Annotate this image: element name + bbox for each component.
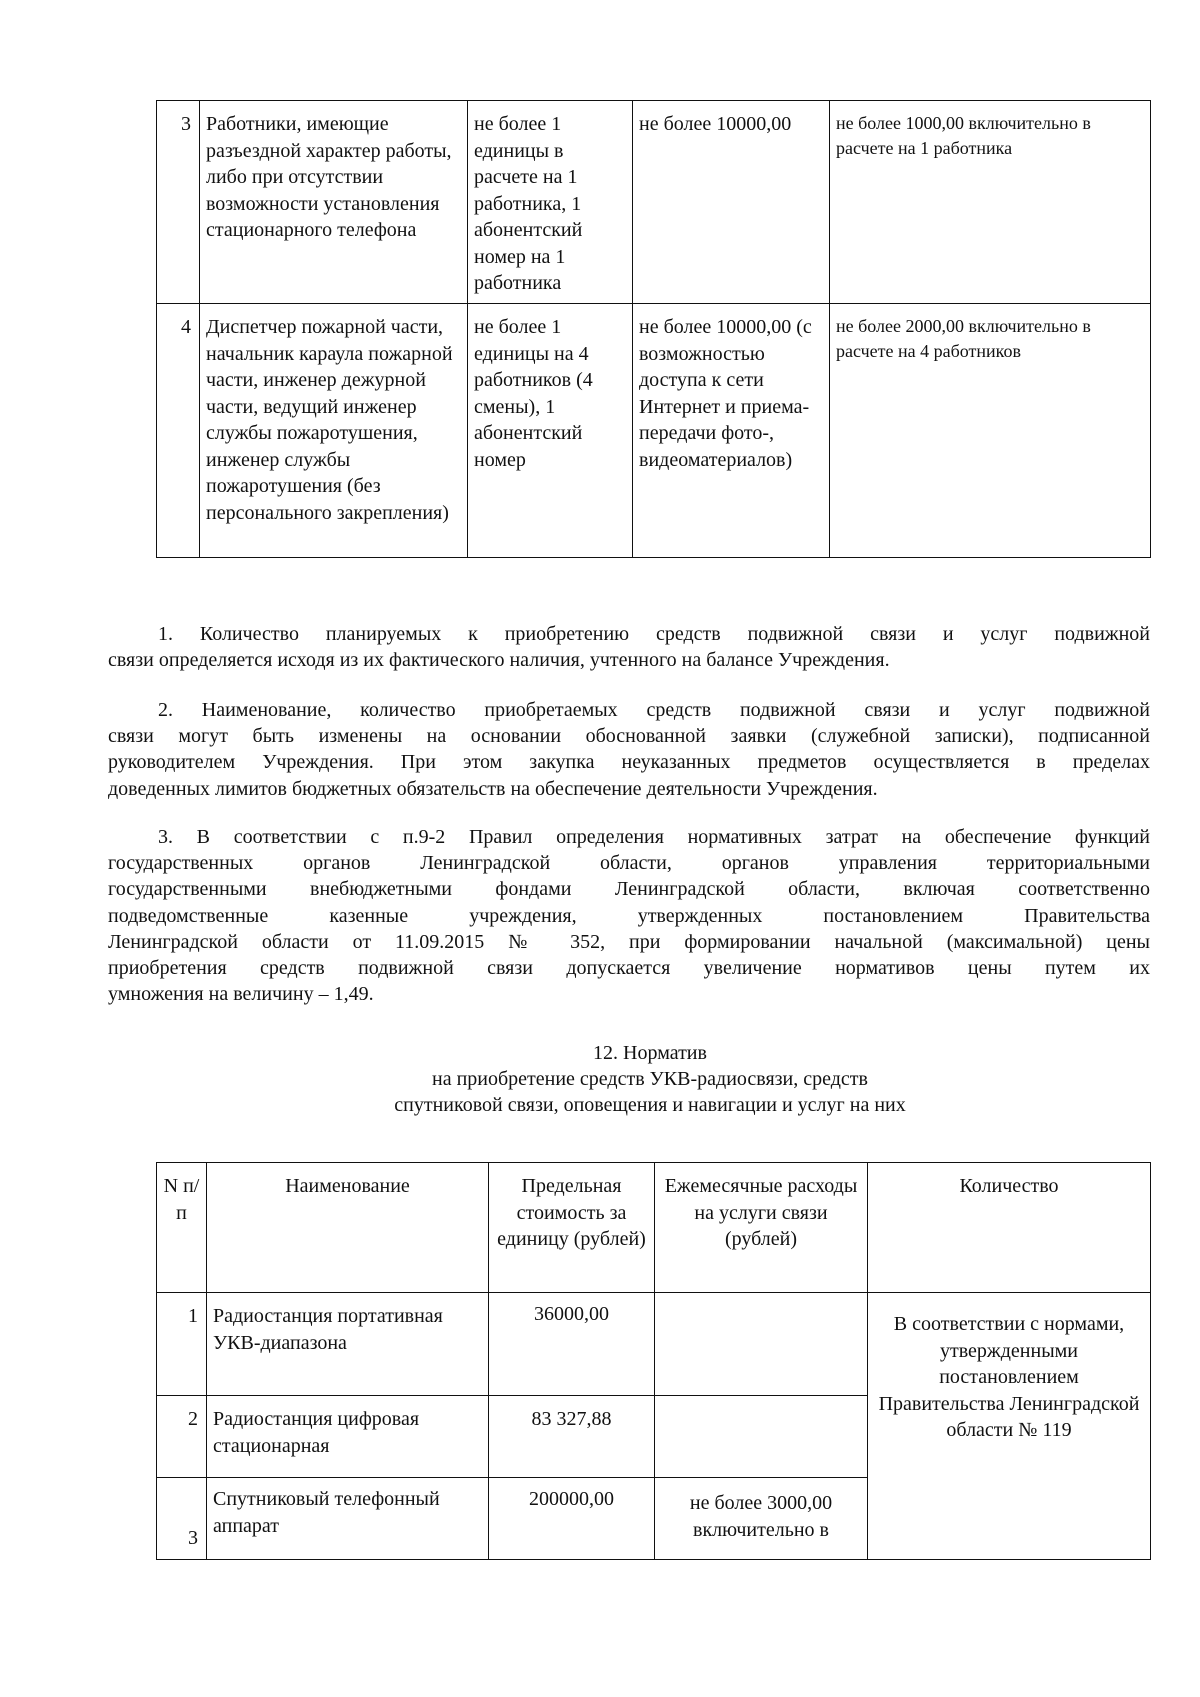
row-number: 3 — [157, 101, 200, 304]
row-number: 3 — [157, 1478, 207, 1560]
text-line: умножения на величину – 1,49. — [108, 983, 374, 1006]
price-cell: 200000,00 — [489, 1478, 655, 1560]
text-line: 3. В соответствии с п.9-2 Правил определения нормативных затрат на обеспечение функций — [158, 826, 1150, 848]
header-monthly: Ежемесячные расходы на услуги связи (рублей) — [655, 1163, 868, 1293]
note-paragraph-2 — [108, 697, 1150, 802]
monthly-cost-cell: не более 3000,00 включительно в — [655, 1478, 868, 1560]
monthly-cost-cell: не более 2000,00 включительно в расчете на 4 работников — [830, 304, 1151, 558]
monthly-cost-cell — [655, 1293, 868, 1396]
table-row — [157, 304, 1151, 558]
heading-line: на приобретение средств УКВ-радиосвязи, средств — [431, 1068, 868, 1090]
item-name: Радиостанция портативная УКВ-диапазона — [207, 1293, 489, 1396]
section-12-heading — [150, 1040, 1150, 1118]
row-number: 2 — [157, 1396, 207, 1478]
quantity-merged-cell: В соответствии с нормами, утвержденными постановлением Правительства Ленинградской области № 119 — [868, 1293, 1151, 1560]
price-cell: не более 10000,00 — [633, 101, 830, 304]
note-paragraph-1 — [108, 621, 1150, 673]
item-name: Спутниковый телефонный аппарат — [207, 1478, 489, 1560]
heading-line: 12. Норматив — [593, 1042, 707, 1064]
text-line: Ленинградской области от 11.09.2015 № 352, при формировании начальной (максимальной) цены — [108, 930, 1150, 953]
text-line: государственных органов Ленинградской области, органов управления территориальными — [108, 852, 1150, 875]
note-paragraph-3 — [108, 824, 1150, 1007]
header-num: N п/п — [157, 1163, 207, 1293]
row-number: 1 — [157, 1293, 207, 1396]
mobile-norms-table — [156, 100, 1151, 558]
monthly-cost-cell — [655, 1396, 868, 1478]
quantity-cell: не более 1 единицы в расчете на 1 работника, 1 абонентский номер на 1 работника — [468, 101, 633, 304]
text-line: связи определяется исходя из их фактического наличия, учтенного на балансе Учреждения. — [108, 649, 890, 672]
text-line: государственными внебюджетными фондами Ленинградской области, включая соответственно — [108, 878, 1150, 901]
text-line: связи могут быть изменены на основании обоснованной заявки (служебной записки), подписанной — [108, 725, 1150, 748]
header-quantity: Количество — [868, 1163, 1151, 1293]
table-row — [157, 101, 1151, 304]
header-name: Наименование — [207, 1163, 489, 1293]
price-cell: 36000,00 — [489, 1293, 655, 1396]
text-line: подведомственные казенные учреждения, утвержденных постановлением Правительства — [108, 904, 1150, 927]
radio-norms-table — [156, 1162, 1151, 1560]
text-line: доведенных лимитов бюджетных обязательств на обеспечение деятельности Учреждения. — [108, 777, 878, 800]
row-number: 4 — [157, 304, 200, 558]
header-price: Предельная стоимость за единицу (рублей) — [489, 1163, 655, 1293]
heading-line: спутниковой связи, оповещения и навигации и услуг на них — [394, 1094, 906, 1116]
text-line: 2. Наименование, количество приобретаемых средств подвижной связи и услуг подвижной — [158, 699, 1150, 721]
quantity-cell: не более 1 единицы на 4 работников (4 смены), 1 абонентский номер — [468, 304, 633, 558]
item-name: Радиостанция цифровая стационарная — [207, 1396, 489, 1478]
text-line: 1. Количество планируемых к приобретению средств подвижной связи и услуг подвижной — [158, 623, 1150, 645]
position-name: Диспетчер пожарной части, начальник караула пожарной части, инженер дежурной части, ведущий инженер службы пожаротушения, инженер службы пожаротушения (без персонального закрепления) — [200, 304, 468, 558]
price-cell: 83 327,88 — [489, 1396, 655, 1478]
table-row — [157, 1293, 1151, 1396]
table-header-row — [157, 1163, 1151, 1293]
price-cell: не более 10000,00 (с возможностью доступа к сети Интернет и приема-передачи фото-, видеоматериалов) — [633, 304, 830, 558]
monthly-cost-cell: не более 1000,00 включительно в расчете на 1 работника — [830, 101, 1151, 304]
text-line: руководителем Учреждения. При этом закупка неуказанных предметов осуществляется в пределах — [108, 751, 1150, 774]
position-name: Работники, имеющие разъездной характер работы, либо при отсутствии возможности установления стационарного телефона — [200, 101, 468, 304]
text-line: приобретения средств подвижной связи допускается увеличение нормативов цены путем их — [108, 957, 1150, 980]
